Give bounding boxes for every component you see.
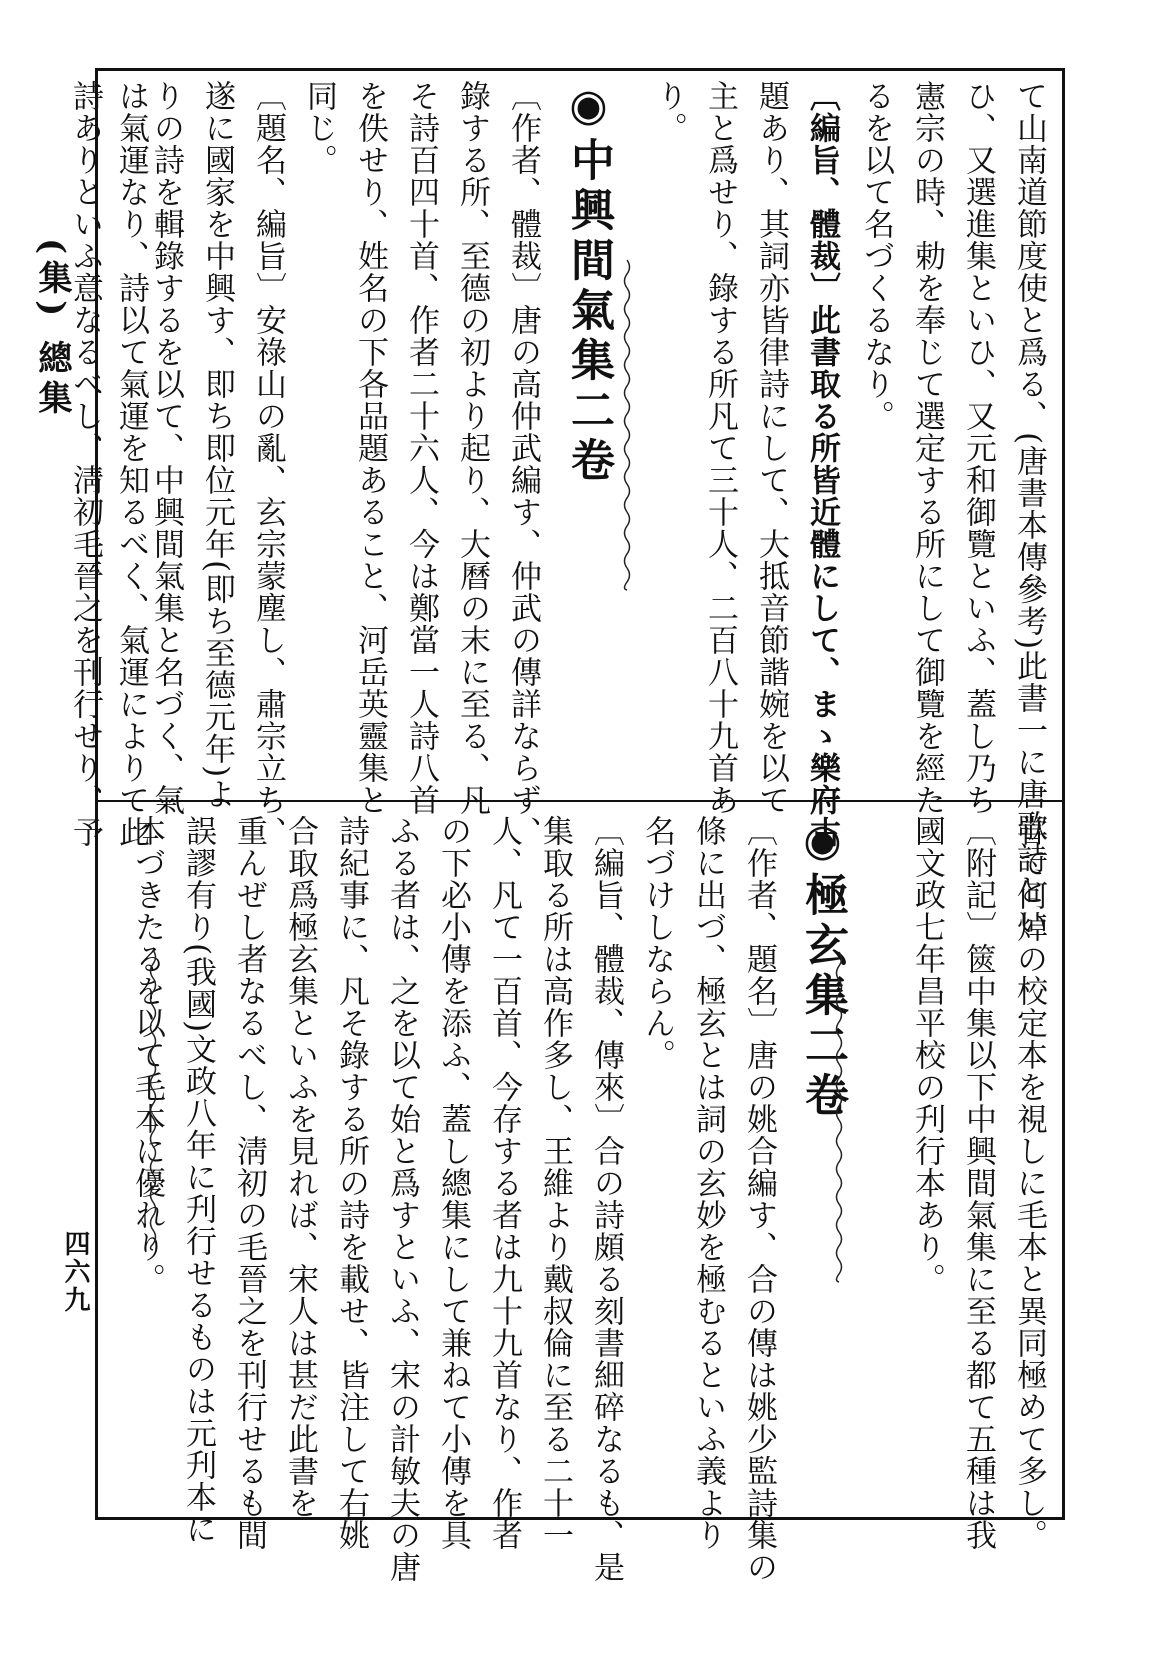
text-column: 〔編旨、體裁、傳來〕合の詩頗る刻書細碎なるも、是 bbox=[588, 815, 624, 1583]
page-number: 四六九 bbox=[60, 1230, 90, 1314]
text-column: 甞て何焯の校定本を視しに毛本と異同極めて多し。 bbox=[1011, 815, 1047, 1551]
text-column: 〔編旨、體裁〕此書取る所皆近體にして、まゝ樂府古 bbox=[804, 80, 840, 848]
text-column: 詩ありといふ意なるべし、淸初毛晉之を刊行せり、予 bbox=[67, 80, 103, 848]
text-column: 主と爲せり、錄する所凡て三十人、二百八十九首あ bbox=[702, 80, 738, 816]
running-header: (集) 總集 bbox=[32, 238, 72, 421]
text-column: 錄する所、至德の初より起り、大曆の末に至る、凡 bbox=[454, 80, 490, 816]
wavy-separator bbox=[620, 260, 634, 590]
text-column: りの詩を輯錄するを以て、中興間氣集と名づく、氣 bbox=[148, 80, 184, 816]
text-column: 詩紀事に、凡そ錄する所の詩を載せ、皆注して右姚 bbox=[333, 815, 369, 1551]
text-column: ひ、又選進集といひ、又元和御覽といふ、蓋し乃ち bbox=[960, 80, 996, 816]
text-column: は氣運なり、詩以て氣運を知るべく、氣運によりて此 bbox=[113, 80, 149, 848]
wavy-separator bbox=[832, 952, 846, 1282]
text-column: の下必小傳を添ふ、蓋し總集にして兼ねて小傳を具 bbox=[435, 815, 471, 1551]
text-column: 人、凡て一百首、今存する者は九十九首なり、作者 bbox=[486, 815, 522, 1551]
text-column: 憲宗の時、勅を奉じて選定する所にして御覽を經た bbox=[909, 80, 945, 816]
text-column: 〔作者、題名〕唐の姚合編す、合の傳は姚少監詩集の bbox=[741, 815, 777, 1583]
text-column: 國文政七年昌平校の刋行本あり。 bbox=[909, 815, 945, 1295]
text-column: 〔附記〕篋中集以下中興間氣集に至る都て五種は我 bbox=[960, 815, 996, 1551]
text-column: 同じ。 bbox=[301, 80, 337, 176]
text-column: 合取爲極玄集といふを見れば、宋人は甚だ此書を bbox=[282, 815, 318, 1519]
text-column: て山南道節度使と爲る、(唐書本傳參考)此書一に唐歌詩とい bbox=[1011, 80, 1047, 939]
text-column: ふる者は、之を以て始と爲すといふ、宋の計敏夫の唐 bbox=[384, 815, 420, 1583]
text-column: り。 bbox=[651, 80, 687, 144]
text-column: 〔作者、體裁〕唐の高仲武編す、仲武の傳詳ならず、 bbox=[505, 80, 541, 848]
text-column: 題あり、其詞亦皆律詩にして、大抵音節諧婉を以て bbox=[753, 80, 789, 816]
text-column: 重んぜし者なるべし、淸初の毛晉之を刊行せるも間 bbox=[231, 815, 267, 1551]
text-column: 誤謬有り(我國)文政八年に刋行せるものは元刋本に bbox=[180, 815, 216, 1546]
text-column: 條に出づ、極玄とは詞の玄妙を極むるといふ義より bbox=[690, 815, 726, 1551]
text-column: るを以て名づくるなり。 bbox=[858, 80, 894, 432]
section-heading: ◉極玄集二卷 bbox=[797, 815, 848, 1122]
text-column: 集取る所は高作多し、王維より戴叔倫に至る二十一 bbox=[537, 815, 573, 1551]
text-column: 遂に國家を中興す、即ち即位元年(即ち至德元年)よ bbox=[199, 80, 235, 811]
text-column: そ詩百四十首、作者二十六人、今は鄭當一人詩八首 bbox=[403, 80, 439, 816]
text-column: 名づけしならん。 bbox=[639, 815, 675, 1071]
text-column: 本づきたるを以て毛本に優れり。 bbox=[129, 815, 165, 1295]
section-heading: ◉中興間氣集二卷 bbox=[563, 80, 614, 487]
text-column: を佚せり、姓名の下各品題あること、河岳英靈集と bbox=[352, 80, 388, 816]
text-column: 〔題名、編旨〕安祿山の亂、玄宗蒙塵し、肅宗立ち、 bbox=[250, 80, 286, 848]
wavy-separator bbox=[146, 950, 160, 1250]
